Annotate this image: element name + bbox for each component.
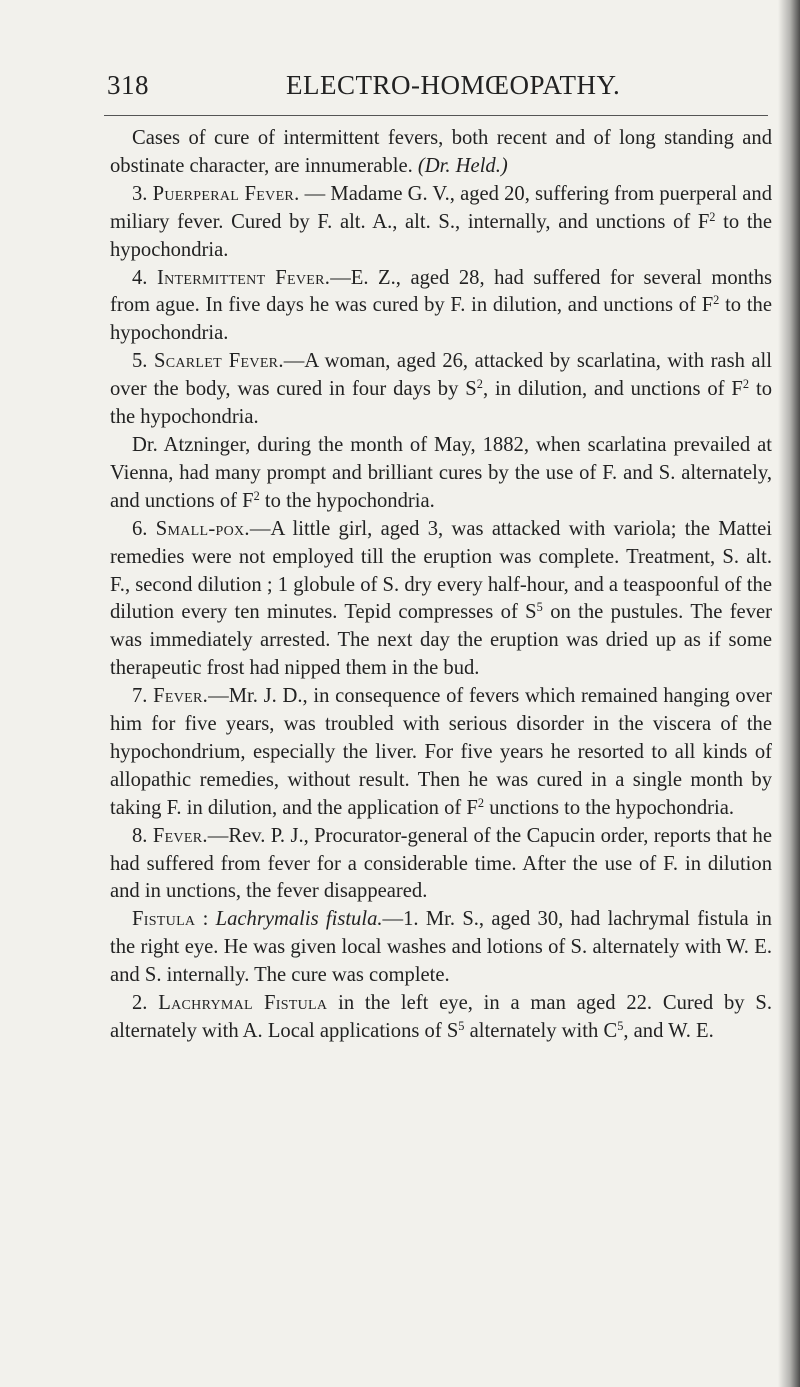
case-heading: Puerperal Fever. [152, 182, 300, 205]
running-title: ELECTRO-HOMŒOPATHY. [286, 70, 621, 100]
page-number: 318 [107, 70, 149, 100]
paragraph-intro: Cases of cure of intermittent fevers, both recent and of long standing and obstinate character, are innumerable. (Dr. Held.) [110, 127, 772, 177]
case-fever-8: 8. Fever.—Rev. P. J., Procurator-general of the Capucin order, reports that he had suffered from fever for a considerable time. After the use of F. in dilution and in unctions, the fever disappeared. [110, 824, 772, 903]
case-fever-7: 7. Fever.—Mr. J. D., in consequence of fevers which remained hanging over him for five years, was troubled with serious disorder in the viscera of the hypochondrium, especially the liver. For five years he resorted to all kinds of allopathic remedies, without result. Then he was cured in a single month by taking F. in dilution, and the application of $F^2$ unctions to the hypochondria. [110, 685, 773, 819]
case-heading: Lachrymal Fistula [158, 992, 328, 1015]
case-heading: Scarlet Fever. [153, 350, 284, 373]
page-body [110, 125, 772, 1046]
case-intermittent-fever: 4. Intermittent Fever.—E. Z., aged 28, had suffered for several months from ague. In five days he was cured by F. in dilution, and unctions of $F^2$ to the hypochondria. [110, 266, 773, 345]
case-lachrymal-fistula: 2. Lachrymal Fistula in the left eye, in a man aged 22. Cured by S. alternately with A. Local applications of $S^5$ alternately with $C^5$, and W. E. [110, 992, 773, 1042]
paragraph-atzninger: Dr. Atzninger, during the month of May, 1882, when scarlatina prevailed at Vienna, had many prompt and brilliant cures by the use of F. and S. alternately, and unctions of $F^2$ to the hypochondria. [110, 433, 772, 512]
case-heading: Fistula [132, 908, 196, 931]
case-scarlet-fever: 5. Scarlet Fever.—A woman, aged 26, attacked by scarlatina, with rash all over the body, was cured in four days by $S^2$, in dilution, and unctions of $F^2$ to the hypochondria. [110, 350, 772, 429]
case-fistula: Fistula : Lachrymalis fistula.—1. Mr. S., aged 30, had lachrymal fistula in the right eye. He was given local washes and lotions of S. alternately with W. E. and S. internally. The cure was complete. [110, 908, 772, 987]
citation: (Dr. Held.) [417, 154, 508, 177]
case-heading: Small-pox. [155, 517, 250, 540]
case-heading: Fever. [153, 685, 209, 708]
case-puerperal-fever: 3. Puerperal Fever. — Madame G. V., aged 20, suffering from puerperal and miliary fever. Cured by F. alt. A., alt. S., internally, and unctions of $F^2$ to the hypochondria. [110, 182, 772, 261]
case-heading: Fever. [152, 824, 208, 847]
case-small-pox: 6. Small-pox.—A little girl, aged 3, was attacked with variola; the Mattei remedies were not employed till the eruption was complete. Treatment, S. alt. F., second dilution ; 1 globule of S. dry every half-hour, and a teaspoonful of the dilution every ten minutes. Tepid compresses of $S^5$ on the pustules. The fever was immediately arrested. The next day the eruption was dried up as if some therapeutic frost had nipped them in the bud. [110, 517, 773, 680]
header-rule [104, 115, 768, 116]
case-heading: Intermittent Fever. [156, 266, 331, 289]
fistula-latin-name: Lachrymalis fistula. [215, 908, 383, 931]
page-edge-shadow [778, 0, 800, 1387]
